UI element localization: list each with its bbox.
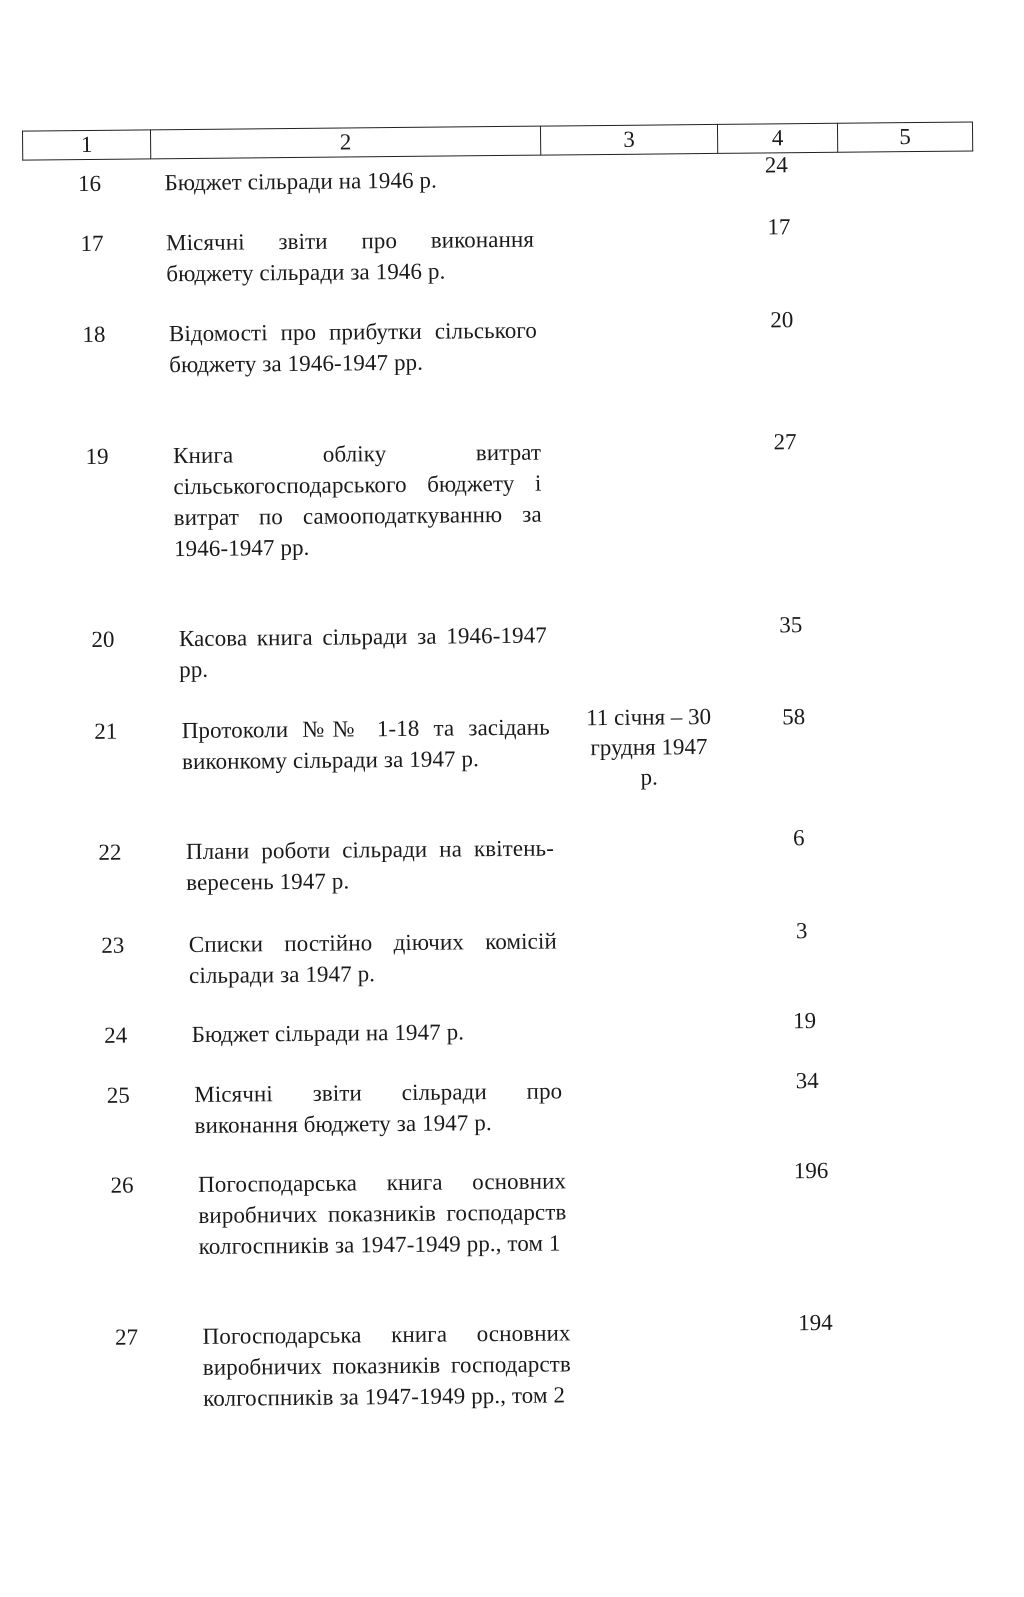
- entry-title: Списки постійно діючих комісій сільради за 1947 р.: [188, 928, 557, 989]
- entry-title: Погосподарська книга основних виробничих показників господарств колгоспників за 1947-1949 рр., том 2: [202, 1320, 571, 1411]
- column-header-2: 2: [150, 126, 540, 159]
- file-entry: [11, 1309, 1024, 1411]
- entry-title: Протоколи №№ 1-18 та засідань виконкому сільради за 1947 р.: [181, 714, 550, 775]
- column-header-3: 3: [540, 124, 717, 155]
- entry-number: 16: [77, 170, 102, 197]
- entry-number: 18: [82, 321, 106, 348]
- column-header-table: [22, 121, 973, 160]
- entry-number: 26: [110, 1172, 134, 1198]
- entry-number: 20: [91, 626, 115, 652]
- entry-sheet-count: 196: [793, 1157, 829, 1184]
- entry-title: Бюджет сільради на 1947 р.: [191, 1019, 465, 1048]
- file-entry: [9, 1067, 1024, 1138]
- file-entry: [8, 918, 1024, 989]
- file-entry: [3, 429, 1024, 562]
- entry-number: 27: [114, 1324, 139, 1350]
- entry-sheet-count: 6: [792, 825, 805, 851]
- entry-sheet-count: 58: [782, 704, 806, 730]
- entry-title: Місячні звіти про виконання бюджету сільради за 1946 р.: [165, 226, 535, 287]
- file-entry: [9, 1008, 1024, 1048]
- entry-sheet-count: 27: [773, 429, 797, 455]
- entry-title: Плани роботи сільради на квітень-вересень 1947 р.: [185, 835, 555, 896]
- entry-sheet-count: 3: [795, 918, 808, 944]
- entry-sheet-count: 20: [770, 307, 794, 333]
- file-entry: [10, 1157, 1024, 1259]
- entry-number: 23: [101, 932, 125, 958]
- entry-number: 25: [106, 1082, 130, 1108]
- file-entry: [0, 152, 1024, 197]
- entry-title: Книга обліку витрат сільськогосподарського бюджету і витрат по самооподаткуванню за 1946-1947 рр.: [172, 439, 542, 562]
- entry-dates: 11 січня – 30 грудня 1947 р.: [586, 704, 712, 790]
- entry-number: 17: [80, 230, 104, 257]
- column-header-1: 1: [22, 130, 150, 160]
- entry-number: 22: [98, 839, 122, 865]
- entry-number: 19: [85, 443, 109, 469]
- entry-title: Погосподарська книга основних виробничих показників господарств колгоспників за 1947-1949 рр., том 1: [197, 1168, 567, 1259]
- entry-sheet-count: 17: [767, 214, 791, 240]
- entry-sheet-count: 34: [795, 1067, 819, 1094]
- entry-number: 21: [94, 718, 118, 744]
- entry-title: Відомості про прибутки сільського бюджету за 1946-1947 рр.: [168, 317, 538, 378]
- entry-title: Бюджет сільради на 1946 р.: [164, 167, 438, 196]
- file-entry: [5, 612, 1024, 683]
- file-entry: [7, 825, 1024, 896]
- entry-number: 24: [104, 1022, 128, 1048]
- entry-sheet-count: 19: [792, 1008, 817, 1034]
- column-header-row: [22, 122, 972, 160]
- entry-title: Касова книга сільради за 1946-1947 рр.: [178, 622, 547, 683]
- file-entry: [6, 704, 1024, 790]
- column-header-4: 4: [717, 123, 837, 153]
- entry-sheet-count: 24: [764, 152, 788, 178]
- file-entry: [1, 214, 1024, 287]
- entry-sheet-count: 194: [798, 1309, 833, 1336]
- entry-sheet-count: 35: [779, 612, 803, 638]
- file-entry: [2, 307, 1024, 378]
- entry-title: Місячні звіти сільради про виконання бюджету за 1947 р.: [194, 1078, 563, 1138]
- column-header-5: 5: [837, 122, 972, 152]
